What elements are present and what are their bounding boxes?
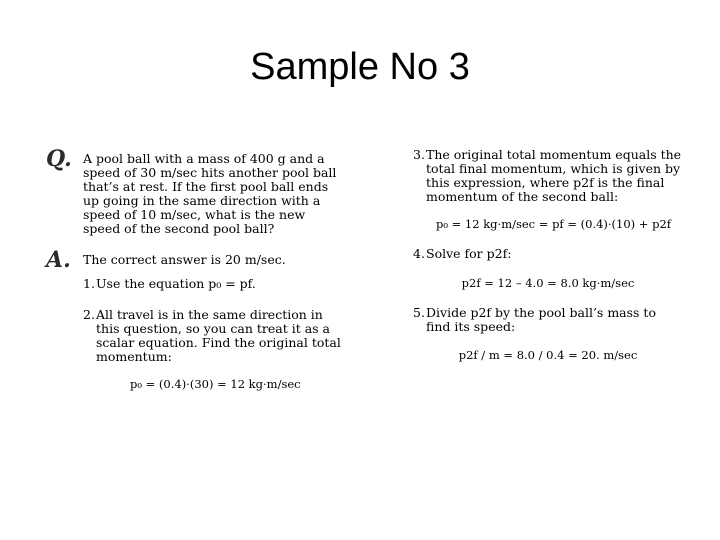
right-column: [413, 148, 683, 362]
answer-block: [46, 247, 346, 273]
equation-speed: p2f / m = 8.0 / 0.4 = 20. m/sec: [458, 348, 638, 362]
question-letter: Q.: [46, 146, 72, 172]
step-1: [83, 277, 346, 291]
step-text: The original total momentum equals the total final momentum, which is given by this expression, where p2f is the final momentum of the second ball:: [426, 147, 682, 204]
equation-solve-p2f: p2f = 12 – 4.0 = 8.0 kg·m/sec: [461, 276, 635, 290]
step-number: 1.: [83, 276, 95, 291]
equation-total-momentum: p₀ = 12 kg·m/sec = pf = (0.4)·(10) + p2f: [436, 217, 672, 231]
left-column: [46, 146, 346, 391]
step-number: 2.: [83, 307, 95, 322]
step-2: [83, 308, 346, 364]
step-text: All travel is in the same direction in this question, so you can treat it as a scalar equation. Find the original total momentum:: [96, 307, 341, 364]
equation-original-momentum: p₀ = (0.4)·(30) = 12 kg·m/sec: [130, 377, 301, 391]
step-text: Use the equation p₀ = pf.: [96, 276, 256, 291]
answer-letter: A.: [46, 247, 71, 273]
step-number: 4.: [413, 246, 425, 261]
step-number: 5.: [413, 305, 425, 320]
question-text: A pool ball with a mass of 400 g and a speed of 30 m/sec hits another pool ball that’s at rest. If the first pool ball ends up going in the same direction with a speed of 10 m/sec, what is the new speed of the second pool ball?: [83, 151, 337, 236]
step-text: Divide p2f by the pool ball’s mass to find its speed:: [426, 305, 656, 334]
step-text: Solve for p2f:: [426, 246, 512, 261]
step-3: [413, 148, 683, 204]
slide-title: Sample No 3: [250, 46, 470, 88]
steps-left: [46, 277, 346, 391]
question-block: [46, 146, 346, 236]
step-5: [413, 306, 683, 334]
step-4: [413, 247, 683, 261]
step-number: 3.: [413, 147, 425, 162]
answer-text: The correct answer is 20 m/sec.: [83, 252, 286, 267]
